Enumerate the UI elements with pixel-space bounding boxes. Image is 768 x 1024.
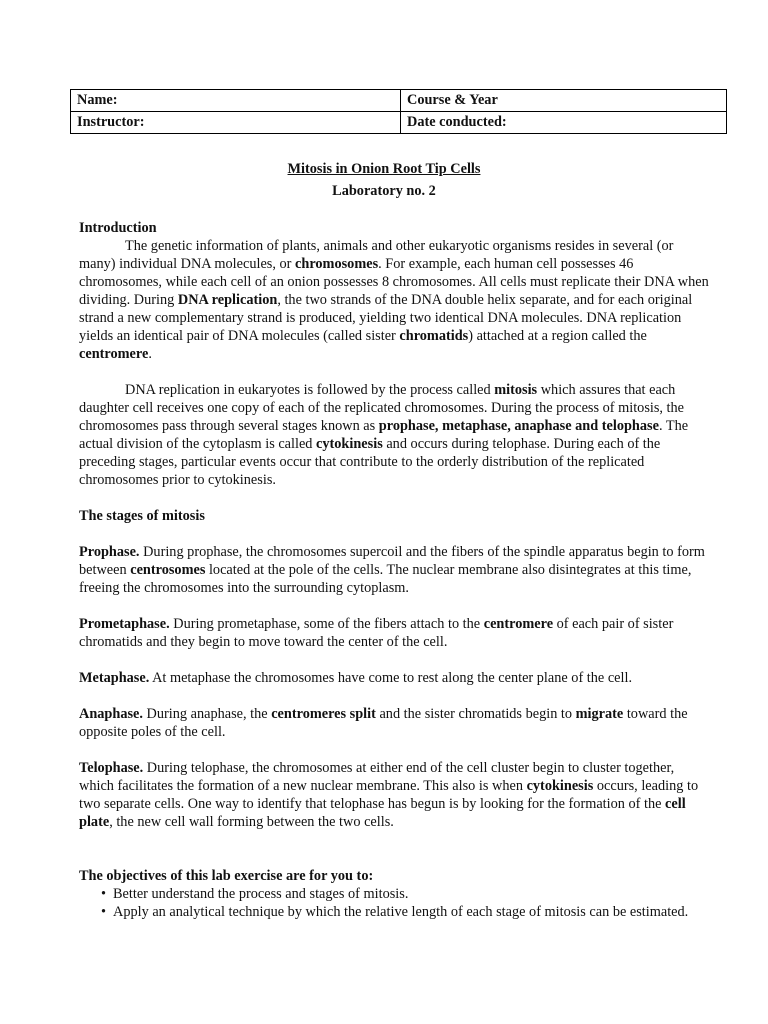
date-conducted-cell: Date conducted:	[401, 112, 727, 134]
bold-term: migrate	[575, 706, 624, 722]
stages-heading: The stages of mitosis	[79, 508, 205, 524]
text-run: . The actual division of the cytoplasm is called	[79, 418, 689, 452]
text-run: , the two strands of the DNA double helix separate, and for each original strand a new complementary strand is produced, yielding two identical DNA molecules. DNA replication yields an identical pair of DNA molecules (called sister	[79, 292, 693, 344]
text-run: and occurs during telophase. During each of the preceding stages, particular events occur that contribute to the orderly distribution of the replicated chromosomes prior to cytokinesis.	[79, 436, 661, 488]
bold-term: centromere	[483, 616, 554, 632]
text-run: During prophase, the chromosomes supercoil and the fibers of the spindle apparatus begin to form between	[79, 544, 705, 578]
text-run: The genetic information of plants, animals and other eukaryotic organisms resides in several (or many) individual DNA molecules, or	[79, 238, 674, 272]
telophase-paragraph	[79, 759, 711, 831]
bold-term: centrosomes	[130, 562, 206, 578]
objectives-list	[79, 885, 711, 921]
text-run: During telophase, the chromosomes at either end of the cell cluster begin to cluster together, which facilitates the formation of a new nuclear membrane. This also is when	[79, 760, 675, 794]
objective-item-2: • Apply an analytical technique by which the relative length of each stage of mitosis can be estimated.	[101, 903, 711, 921]
info-table	[70, 89, 727, 134]
bold-term: cytokinesis	[316, 436, 383, 452]
instructor-cell: Instructor:	[71, 112, 401, 134]
bold-term: cell plate	[79, 796, 686, 830]
prometaphase-paragraph	[79, 615, 711, 651]
text-run: During prometaphase, some of the fibers attach to the	[169, 616, 484, 632]
intro-paragraph-1	[79, 237, 711, 363]
text-run: which assures that each daughter cell receives one copy of each of the replicated chromosomes. During the process of mitosis, the chromosomes pass through several stages known as	[79, 382, 685, 434]
metaphase-paragraph	[79, 669, 711, 687]
text-run: occurs, leading to two separate cells. One way to identify that telophase has begun is by looking for the formation of the	[79, 778, 699, 812]
text-run: During anaphase, the	[142, 706, 272, 722]
text-run: DNA replication in eukaryotes is followed by the process called	[125, 382, 495, 398]
bold-term: DNA replication	[177, 292, 278, 308]
text-run: toward the opposite poles of the cell.	[79, 706, 688, 740]
intro-paragraph-2	[79, 381, 711, 489]
bold-term: cytokinesis	[526, 778, 594, 794]
bold-term: prophase, metaphase, anaphase and telophase	[378, 418, 659, 434]
course-year-cell: Course & Year	[401, 90, 727, 112]
document-subtitle: Laboratory no. 2	[332, 183, 436, 199]
bold-term: chromosomes	[295, 256, 379, 272]
text-run: and the sister chromatids begin to	[375, 706, 576, 722]
document-title: Mitosis in Onion Root Tip Cells	[287, 161, 481, 177]
objectives-heading: The objectives of this lab exercise are for you to:	[79, 868, 374, 884]
text-run: , the new cell wall forming between the two cells.	[109, 814, 394, 830]
bold-term: Telophase.	[79, 760, 144, 776]
prophase-paragraph	[79, 543, 711, 597]
bold-term: chromatids	[399, 328, 469, 344]
bold-term: Anaphase.	[79, 706, 143, 722]
bold-term: Metaphase.	[79, 670, 150, 686]
name-cell: Name:	[71, 90, 401, 112]
text-run: . For example, each human cell possesses 46 chromosomes, while each cell of an onion possesses 8 chromosomes. All cells must replicate their DNA when dividing. During	[79, 256, 709, 308]
text-run: .	[148, 346, 152, 362]
intro-heading: Introduction	[79, 220, 157, 236]
bold-term: centromeres split	[271, 706, 376, 722]
anaphase-paragraph	[79, 705, 711, 741]
bold-term: Prometaphase.	[79, 616, 170, 632]
objective-item-1: • Better understand the process and stages of mitosis.	[101, 885, 711, 903]
text-run: At metaphase the chromosomes have come to rest along the center plane of the cell.	[149, 670, 633, 686]
bold-term: mitosis	[494, 382, 538, 398]
text-run: located at the pole of the cells. The nuclear membrane also disintegrates at this time, freeing the chromosomes into the surrounding cytoplasm.	[79, 562, 692, 596]
bold-term: Prophase.	[79, 544, 140, 560]
text-run: ) attached at a region called the	[468, 328, 647, 344]
document-body	[79, 219, 711, 921]
text-run: of each pair of sister chromatids and they begin to move toward the center of the cell.	[79, 616, 674, 650]
bold-term: centromere	[79, 346, 149, 362]
